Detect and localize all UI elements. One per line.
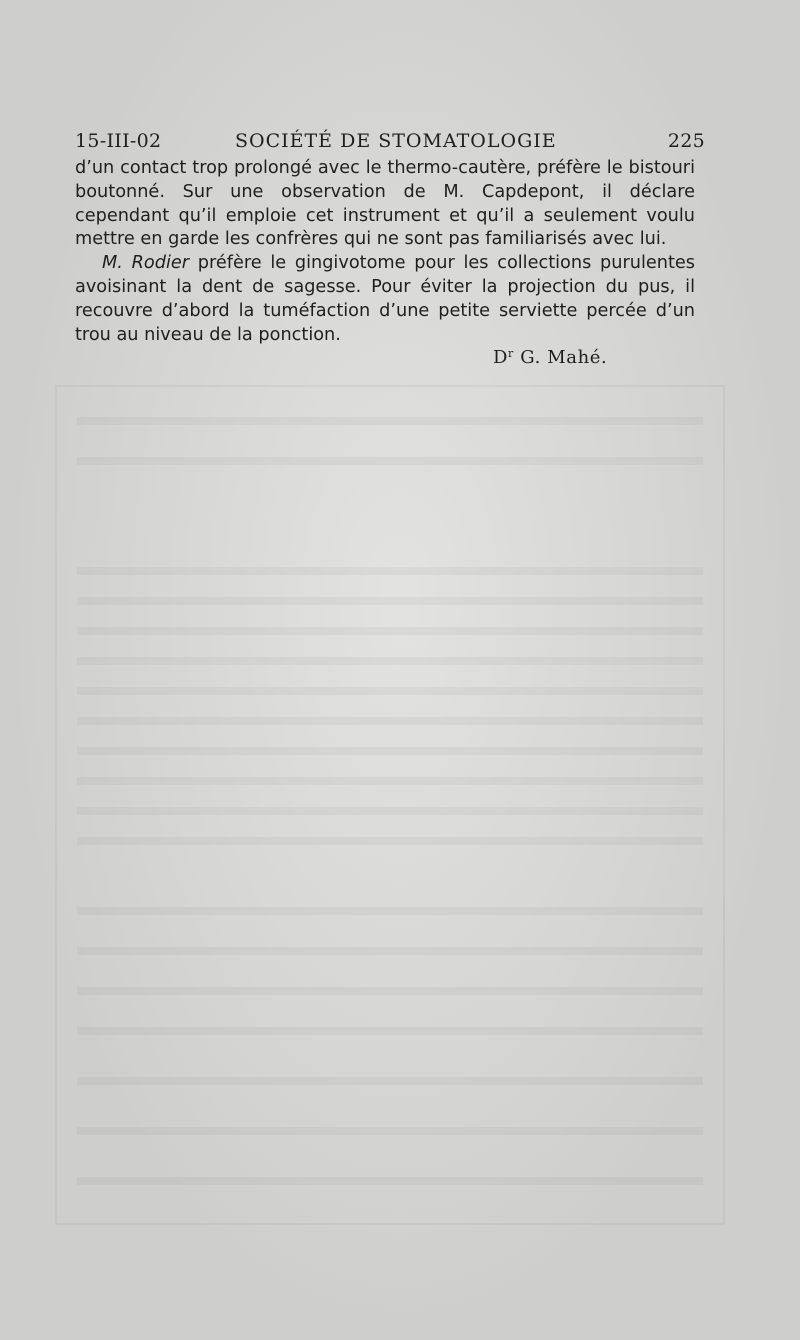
signature-name: G. Mahé.	[513, 347, 608, 368]
header-title: SOCIÉTÉ DE STOMATOLOGIE	[235, 130, 557, 152]
signature	[493, 347, 607, 368]
body-text	[75, 157, 695, 347]
signature-superscript: r	[508, 347, 514, 360]
paragraph-1: d’un contact trop prolongé avec le thermo-cautère, préfère le bistouri boutonné. Sur une observation de M. Capdepont, il déclare cependant qu’il emploie cet instrument et qu’il a seulement voulu mettre en garde les confrères qui ne sont pas familiarisés avec lui.	[75, 158, 695, 250]
signature-title: D	[493, 347, 509, 368]
header-date: 15-III-02	[75, 130, 162, 152]
page-header	[75, 130, 705, 154]
paragraph-2-text: préfère le gingivotome pour les collections purulentes avoisinant la dent de sagesse. Pour éviter la projection du pus, il recouvre d’abord la tuméfaction d’une petite serviette percée d’un trou au niveau de la ponction.	[75, 253, 695, 345]
paragraph-2	[75, 252, 695, 347]
page-number: 225	[667, 130, 705, 152]
bleed-through-area	[55, 385, 725, 1225]
speaker-name: M. Rodier	[102, 253, 190, 274]
